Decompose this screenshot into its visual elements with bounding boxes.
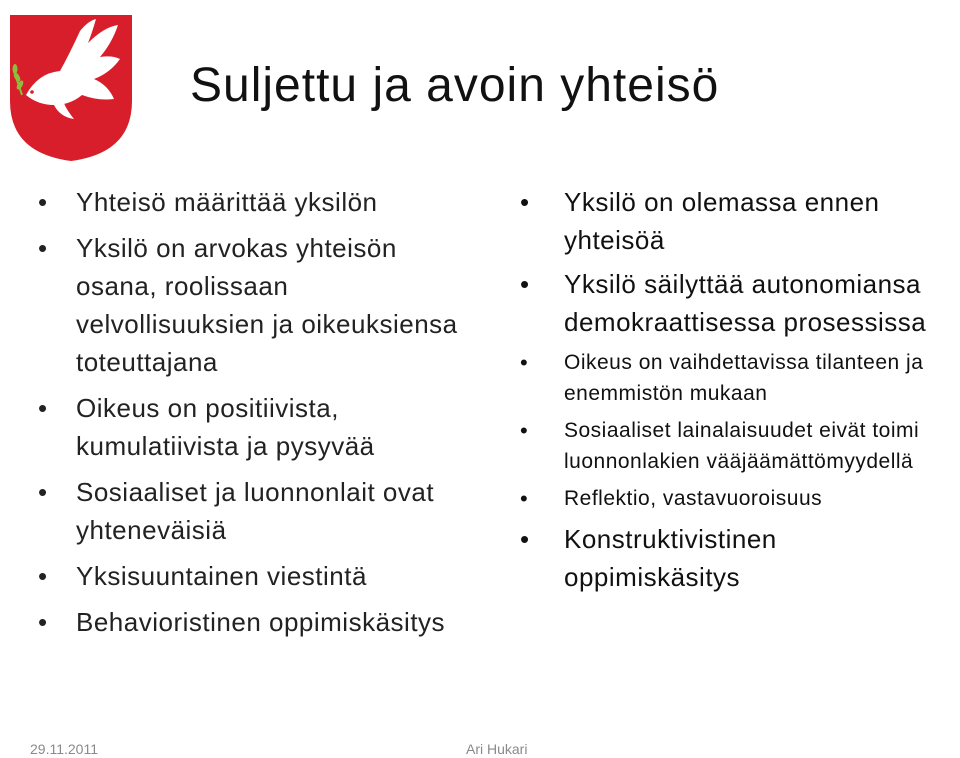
coat-of-arms-logo <box>8 13 134 163</box>
list-item: • Sosiaaliset lainalaisuudet eivät toimi luonnonlakien vääjäämättömyydellä <box>520 415 960 477</box>
list-item: • Behavioristinen oppimiskäsitys <box>38 603 478 641</box>
left-bullet-list <box>38 183 478 649</box>
list-item: • Konstruktivistinen oppimiskäsitys <box>520 520 960 596</box>
footer-date: 29.11.2011 <box>30 741 98 757</box>
list-item: • Yksilö säilyttää autonomiansa demokraattisessa prosessissa <box>520 265 960 341</box>
list-item: • Sosiaaliset ja luonnonlait ovat yhteneväisiä <box>38 473 478 549</box>
slide-title: Suljettu ja avoin yhteisö <box>190 59 720 112</box>
right-bullet-list <box>520 183 960 602</box>
list-item: • Oikeus on vaihdettavissa tilanteen ja enemmistön mukaan <box>520 347 960 409</box>
list-item: • Yksilö on olemassa ennen yhteisöä <box>520 183 960 259</box>
list-item: • Yksisuuntainen viestintä <box>38 557 478 595</box>
list-item: • Yksilö on arvokas yhteisön osana, roolissaan velvollisuuksien ja oikeuksiensa toteuttajana <box>38 229 478 381</box>
list-item: • Oikeus on positiivista, kumulatiivista ja pysyvää <box>38 389 478 465</box>
list-item: • Yhteisö määrittää yksilön <box>38 183 478 221</box>
footer-author: Ari Hukari <box>466 741 528 757</box>
list-item: • Reflektio, vastavuoroisuus <box>520 483 960 514</box>
